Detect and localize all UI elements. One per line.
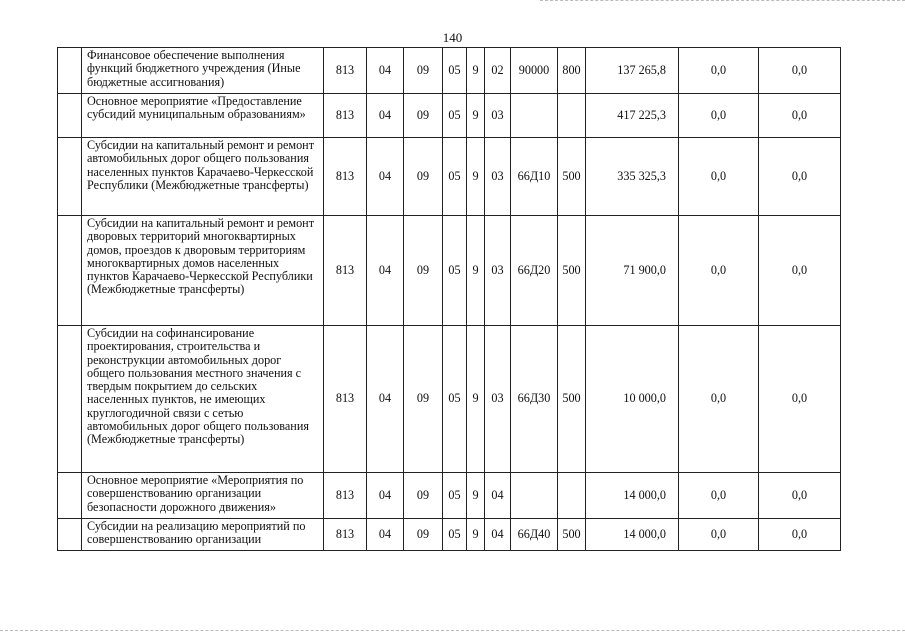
code-rz-cell: 04 [367,473,404,519]
row-name-cell: Субсидии на софинансирование проектирования, строительства и реконструкции автомобильных дорог общего пользования местного значения с твердым покрытием до сельских населенных пунктов, не имеющих круглогодичной связи с сетью автомобильных дорог общего пользования (Межбюджетные трансферты) [82,326,324,473]
table-row [58,473,841,519]
code-program-cell: 05 [443,519,467,551]
table-row [58,138,841,216]
amount-v1-cell: 0,0 [679,519,759,551]
code-direction-cell: 66Д30 [511,326,558,473]
code-event-cell: 02 [485,48,511,94]
amount-cell: 14 000,0 [586,473,679,519]
amount-v2-cell: 0,0 [759,519,841,551]
row-number-cell [58,519,82,551]
table-row [58,326,841,473]
row-number-cell [58,48,82,94]
code-program-cell: 05 [443,473,467,519]
code-event-cell: 03 [485,326,511,473]
amount-v1-cell: 0,0 [679,48,759,94]
code-vr-cell: 500 [558,519,586,551]
amount-cell: 335 325,3 [586,138,679,216]
table-row [58,519,841,551]
scan-artifact-top [540,0,905,1]
amount-v2-cell: 0,0 [759,473,841,519]
code-grbs-cell: 813 [324,48,367,94]
row-name-cell: Финансовое обеспечение выполнения функций бюджетного учреждения (Иные бюджетные ассигнования) [82,48,324,94]
row-number-cell [58,216,82,326]
code-program-cell: 05 [443,216,467,326]
code-direction-cell: 90000 [511,48,558,94]
amount-v1-cell: 0,0 [679,94,759,138]
code-vr-cell: 500 [558,326,586,473]
code-grbs-cell: 813 [324,94,367,138]
table-row [58,216,841,326]
amount-v2-cell: 0,0 [759,138,841,216]
code-program-cell: 05 [443,326,467,473]
table-row [58,94,841,138]
code-rz-cell: 04 [367,94,404,138]
code-event-cell: 04 [485,519,511,551]
code-vr-cell [558,94,586,138]
code-grbs-cell: 813 [324,216,367,326]
code-event-cell: 04 [485,473,511,519]
code-grbs-cell: 813 [324,326,367,473]
amount-v1-cell: 0,0 [679,216,759,326]
code-rz-cell: 04 [367,48,404,94]
row-number-cell [58,326,82,473]
code-program-cell: 05 [443,138,467,216]
code-subprogram-cell: 9 [467,473,485,519]
amount-v2-cell: 0,0 [759,216,841,326]
amount-cell: 417 225,3 [586,94,679,138]
code-grbs-cell: 813 [324,473,367,519]
code-subprogram-cell: 9 [467,519,485,551]
code-pr-cell: 09 [404,473,443,519]
amount-cell: 10 000,0 [586,326,679,473]
amount-cell: 71 900,0 [586,216,679,326]
code-rz-cell: 04 [367,138,404,216]
code-event-cell: 03 [485,138,511,216]
code-vr-cell: 500 [558,138,586,216]
code-event-cell: 03 [485,216,511,326]
scan-artifact-bottom [0,630,905,631]
code-direction-cell: 66Д10 [511,138,558,216]
code-event-cell: 03 [485,94,511,138]
amount-v2-cell: 0,0 [759,326,841,473]
code-grbs-cell: 813 [324,138,367,216]
code-pr-cell: 09 [404,326,443,473]
page-number: 140 [442,30,463,45]
row-name-cell: Субсидии на капитальный ремонт и ремонт автомобильных дорог общего пользования населенных пунктов Карачаево-Черкесской Республики (Межбюджетные трансферты) [82,138,324,216]
code-subprogram-cell: 9 [467,48,485,94]
code-pr-cell: 09 [404,48,443,94]
code-rz-cell: 04 [367,519,404,551]
amount-v1-cell: 0,0 [679,473,759,519]
code-pr-cell: 09 [404,216,443,326]
code-rz-cell: 04 [367,216,404,326]
code-direction-cell: 66Д40 [511,519,558,551]
row-name-cell: Основное мероприятие «Предоставление субсидий муниципальным образованиям» [82,94,324,138]
row-number-cell [58,94,82,138]
amount-v2-cell: 0,0 [759,48,841,94]
amount-cell: 137 265,8 [586,48,679,94]
code-subprogram-cell: 9 [467,326,485,473]
code-grbs-cell: 813 [324,519,367,551]
row-name-cell: Основное мероприятие «Мероприятия по совершенствованию организации безопасности дорожного движения» [82,473,324,519]
row-name-cell: Субсидии на реализацию мероприятий по совершенствованию организации [82,519,324,551]
code-vr-cell [558,473,586,519]
code-pr-cell: 09 [404,138,443,216]
code-direction-cell [511,473,558,519]
amount-v1-cell: 0,0 [679,138,759,216]
table-row [58,48,841,94]
code-program-cell: 05 [443,48,467,94]
code-direction-cell: 66Д20 [511,216,558,326]
amount-v1-cell: 0,0 [679,326,759,473]
budget-table [57,47,841,551]
row-name-cell: Субсидии на капитальный ремонт и ремонт дворовых территорий многоквартирных домов, проездов к дворовым территориям многоквартирных домов населенных пунктов Карачаево-Черкесской Республики (Межбюджетные трансферты) [82,216,324,326]
code-pr-cell: 09 [404,519,443,551]
code-program-cell: 05 [443,94,467,138]
code-subprogram-cell: 9 [467,138,485,216]
code-subprogram-cell: 9 [467,94,485,138]
row-number-cell [58,473,82,519]
code-pr-cell: 09 [404,94,443,138]
amount-cell: 14 000,0 [586,519,679,551]
code-subprogram-cell: 9 [467,216,485,326]
code-direction-cell [511,94,558,138]
code-vr-cell: 800 [558,48,586,94]
row-number-cell [58,138,82,216]
code-vr-cell: 500 [558,216,586,326]
code-rz-cell: 04 [367,326,404,473]
amount-v2-cell: 0,0 [759,94,841,138]
